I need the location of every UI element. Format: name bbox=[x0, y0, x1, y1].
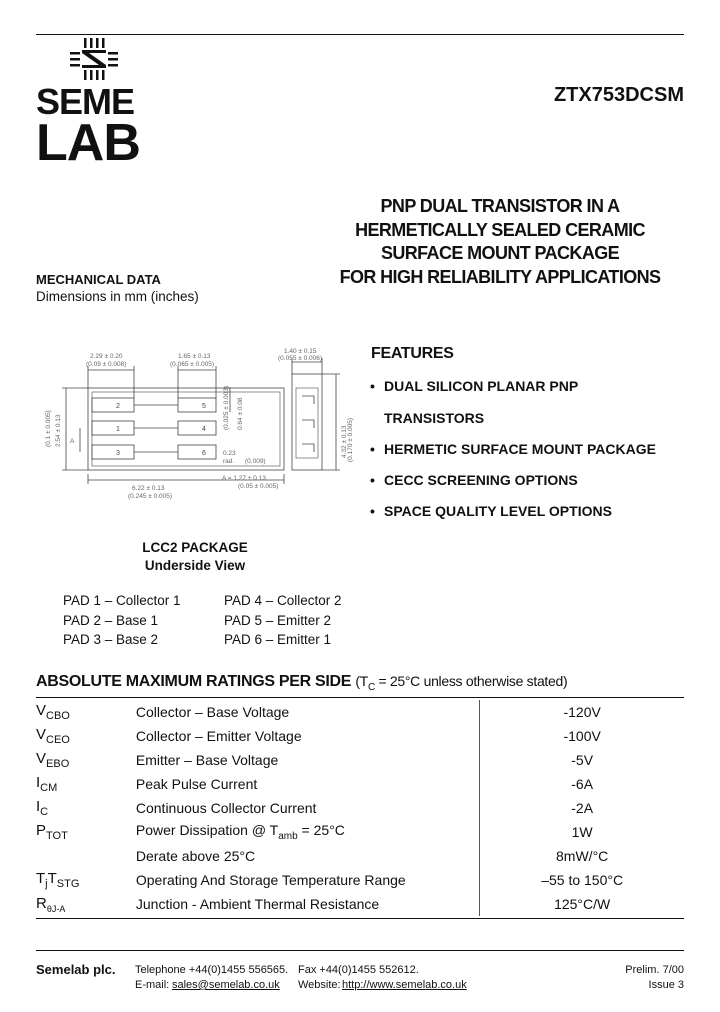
pad-number: 3 bbox=[116, 450, 120, 457]
description-cell: Junction - Ambient Thermal Resistance bbox=[135, 896, 380, 912]
ratings-heading bbox=[36, 673, 567, 693]
pad-number: 4 bbox=[202, 426, 206, 433]
table-row bbox=[36, 772, 684, 796]
company-label: Semelab plc. bbox=[36, 962, 116, 977]
dim-a-label: A bbox=[70, 438, 75, 445]
table-row bbox=[36, 820, 684, 844]
feature-item bbox=[384, 410, 484, 426]
desc-post: = 25°C bbox=[297, 822, 345, 839]
side-right: 4.32 ± 0.13 bbox=[341, 425, 348, 458]
desc-pre: Power Dissipation @ T bbox=[135, 822, 279, 839]
symbol-sub: C bbox=[40, 806, 49, 818]
table-row bbox=[36, 844, 684, 868]
table-row bbox=[36, 796, 684, 820]
fax: Fax +44(0)1455 552612. bbox=[298, 964, 419, 976]
symbol: T bbox=[47, 870, 57, 887]
symbol-cell bbox=[36, 892, 136, 916]
document-title bbox=[320, 195, 680, 289]
dim-top-mid-in: (0.065 ± 0.005) bbox=[170, 361, 215, 368]
feature-text: CECC SCREENING OPTIONS bbox=[384, 472, 578, 488]
email-link[interactable]: sales@semelab.co.uk bbox=[172, 979, 280, 991]
dim-a-value-in: (0.05 ± 0.005) bbox=[238, 483, 279, 490]
symbol-sub: θJ-A bbox=[46, 903, 66, 914]
dim-bottom: 6.22 ± 0.13 bbox=[132, 485, 165, 492]
feature-text: DUAL SILICON PLANAR PNP bbox=[384, 378, 579, 394]
document-status: Prelim. 7/00 bbox=[625, 964, 684, 976]
ratings-condition bbox=[355, 673, 568, 693]
description-cell: Collector – Base Voltage bbox=[135, 704, 290, 720]
symbol: V bbox=[36, 702, 47, 719]
description-cell: Emitter – Base Voltage bbox=[135, 752, 279, 768]
pad-2-outline bbox=[92, 398, 134, 412]
website-label: Website: bbox=[298, 979, 341, 991]
feature-text: SPACE QUALITY LEVEL OPTIONS bbox=[384, 503, 612, 519]
table-row bbox=[36, 892, 684, 916]
symbol: V bbox=[36, 750, 47, 767]
pad-3-outline bbox=[92, 445, 134, 459]
cond-sub: C bbox=[367, 681, 375, 693]
dim-left-vert: 2.54 ± 0.13 bbox=[55, 414, 62, 447]
symbol: T bbox=[36, 870, 46, 887]
cond-rest: = 25°C unless otherwise stated) bbox=[374, 673, 568, 689]
pad-description: PAD 1 – Collector 1 bbox=[63, 593, 181, 608]
description-cell: Operating And Storage Temperature Range bbox=[135, 872, 406, 888]
symbol-cell bbox=[36, 700, 136, 724]
description-cell: Collector – Emitter Voltage bbox=[135, 728, 302, 744]
logo-word-lab: LAB bbox=[36, 114, 140, 172]
value-cell: 125°C/W bbox=[480, 892, 684, 916]
side-top-in: (0.055 ± 0.006) bbox=[278, 355, 323, 362]
dim-right-small: 0.64 ± 0.08 bbox=[237, 397, 244, 430]
dim-a-value: A = 1.27 ± 0.13 bbox=[222, 475, 266, 482]
email-label: E-mail: bbox=[135, 979, 170, 991]
part-number: ZTX753DCSM bbox=[553, 84, 684, 106]
feature-text: TRANSISTORS bbox=[384, 410, 485, 426]
symbol-cell bbox=[36, 844, 136, 868]
symbol-sub: CM bbox=[40, 782, 58, 794]
telephone: Telephone +44(0)1455 556565. bbox=[135, 964, 289, 976]
title-line: SURFACE MOUNT PACKAGE bbox=[380, 243, 620, 263]
value-cell: -5V bbox=[480, 748, 684, 772]
value-cell: –55 to 150°C bbox=[480, 868, 684, 892]
dim-top-left: 2.29 ± 0.20 bbox=[90, 353, 123, 360]
feature-item: • SPACE QUALITY LEVEL OPTIONS bbox=[370, 503, 612, 519]
pad-number: 2 bbox=[116, 403, 120, 410]
top-rule bbox=[36, 34, 684, 35]
dim-mid-small-2: (0.009) bbox=[245, 458, 266, 465]
cond-open: (T bbox=[355, 673, 368, 689]
symbol: R bbox=[36, 894, 47, 912]
mechanical-data-heading: MECHANICAL DATA bbox=[36, 272, 161, 287]
pad-description: PAD 3 – Base 2 bbox=[63, 632, 159, 647]
company-name bbox=[36, 962, 115, 977]
title-line: PNP DUAL TRANSISTOR IN A bbox=[380, 196, 620, 216]
feature-item: • CECC SCREENING OPTIONS bbox=[370, 472, 578, 488]
features-heading: FEATURES bbox=[371, 345, 454, 362]
pad-1-outline bbox=[92, 421, 134, 435]
symbol-sub: TOT bbox=[46, 830, 68, 842]
value-cell: -100V bbox=[480, 724, 684, 748]
dim-bottom-in: (0.245 ± 0.005) bbox=[128, 493, 173, 500]
semelab-logo-mark-icon bbox=[66, 38, 120, 80]
package-name: LCC2 PACKAGE bbox=[142, 540, 248, 555]
feature-item: • DUAL SILICON PLANAR PNP bbox=[370, 378, 579, 394]
symbol: I bbox=[36, 774, 41, 791]
description-cell bbox=[136, 820, 480, 844]
dim-left-vert-in: (0.1 ± 0.005) bbox=[45, 410, 52, 447]
value-cell: 8mW/°C bbox=[480, 844, 684, 868]
table-row bbox=[36, 724, 684, 748]
description-cell: Derate above 25°C bbox=[135, 848, 256, 864]
value-cell: -120V bbox=[480, 700, 684, 724]
table-row bbox=[36, 748, 684, 772]
pad-5-outline bbox=[178, 398, 216, 412]
symbol-cell bbox=[36, 796, 136, 820]
pad-4-outline bbox=[178, 421, 216, 435]
footer-rule bbox=[36, 950, 684, 951]
symbol: I bbox=[36, 798, 41, 815]
pad-number: 5 bbox=[202, 403, 206, 410]
pad-description: PAD 4 – Collector 2 bbox=[224, 593, 342, 608]
ratings-title: ABSOLUTE MAXIMUM RATINGS PER SIDE bbox=[36, 673, 352, 690]
pad-description: PAD 5 – Emitter 2 bbox=[224, 613, 332, 628]
feature-item: • HERMETIC SURFACE MOUNT PACKAGE bbox=[370, 441, 656, 457]
pad-description: PAD 2 – Base 1 bbox=[63, 613, 159, 628]
symbol-cell bbox=[36, 748, 136, 772]
symbol-sub: STG bbox=[56, 878, 80, 890]
pad-number: 1 bbox=[116, 426, 120, 433]
table-row bbox=[36, 700, 684, 724]
pad-6-outline bbox=[178, 445, 216, 459]
symbol-sub: EBO bbox=[46, 758, 70, 770]
ratings-table bbox=[36, 700, 684, 916]
package-drawing bbox=[45, 348, 362, 500]
pad-description: PAD 6 – Emitter 1 bbox=[224, 632, 332, 647]
document-issue: Issue 3 bbox=[648, 979, 684, 991]
ratings-top-rule bbox=[36, 697, 684, 698]
side-right-in: (0.170 ± 0.005) bbox=[347, 417, 354, 462]
title-line: FOR HIGH RELIABILITY APPLICATIONS bbox=[339, 266, 661, 287]
symbol-sub: CEO bbox=[46, 734, 70, 746]
symbol-sub: j bbox=[45, 878, 48, 890]
pad-number: 6 bbox=[202, 450, 206, 457]
feature-text: HERMETIC SURFACE MOUNT PACKAGE bbox=[384, 441, 656, 457]
title-line: HERMETICALLY SEALED CERAMIC bbox=[355, 219, 645, 240]
side-top: 1.40 ± 0.15 bbox=[284, 348, 317, 355]
symbol: V bbox=[36, 726, 47, 743]
description-cell: Peak Pulse Current bbox=[135, 776, 258, 792]
value-cell: -6A bbox=[480, 772, 684, 796]
symbol: P bbox=[36, 822, 47, 839]
dim-right-small-in: (0.025 ± 0.003) bbox=[223, 385, 230, 430]
dim-mid-small: 0.23 bbox=[223, 450, 236, 457]
symbol-cell bbox=[36, 772, 136, 796]
symbol-cell bbox=[36, 868, 136, 892]
symbol-sub: CBO bbox=[46, 710, 70, 722]
dim-top-mid: 1.65 ± 0.13 bbox=[178, 353, 211, 360]
logo-word-seme: SEME bbox=[36, 81, 135, 122]
value-cell: -2A bbox=[480, 796, 684, 820]
dim-top-left-in: (0.09 ± 0.008) bbox=[86, 361, 127, 368]
symbol-cell bbox=[36, 724, 136, 748]
mechanical-data-subheading: Dimensions in mm (inches) bbox=[36, 289, 199, 304]
package-view: Underside View bbox=[144, 558, 246, 573]
dim-mid-small-in: rad. bbox=[223, 458, 235, 465]
desc-sub: amb bbox=[278, 830, 298, 842]
symbol-cell bbox=[36, 820, 136, 844]
value-cell: 1W bbox=[480, 820, 684, 844]
table-row bbox=[36, 868, 684, 892]
website-link[interactable]: http://www.semelab.co.uk bbox=[342, 979, 467, 991]
description-cell: Continuous Collector Current bbox=[135, 800, 317, 816]
ratings-bottom-rule bbox=[36, 918, 684, 919]
